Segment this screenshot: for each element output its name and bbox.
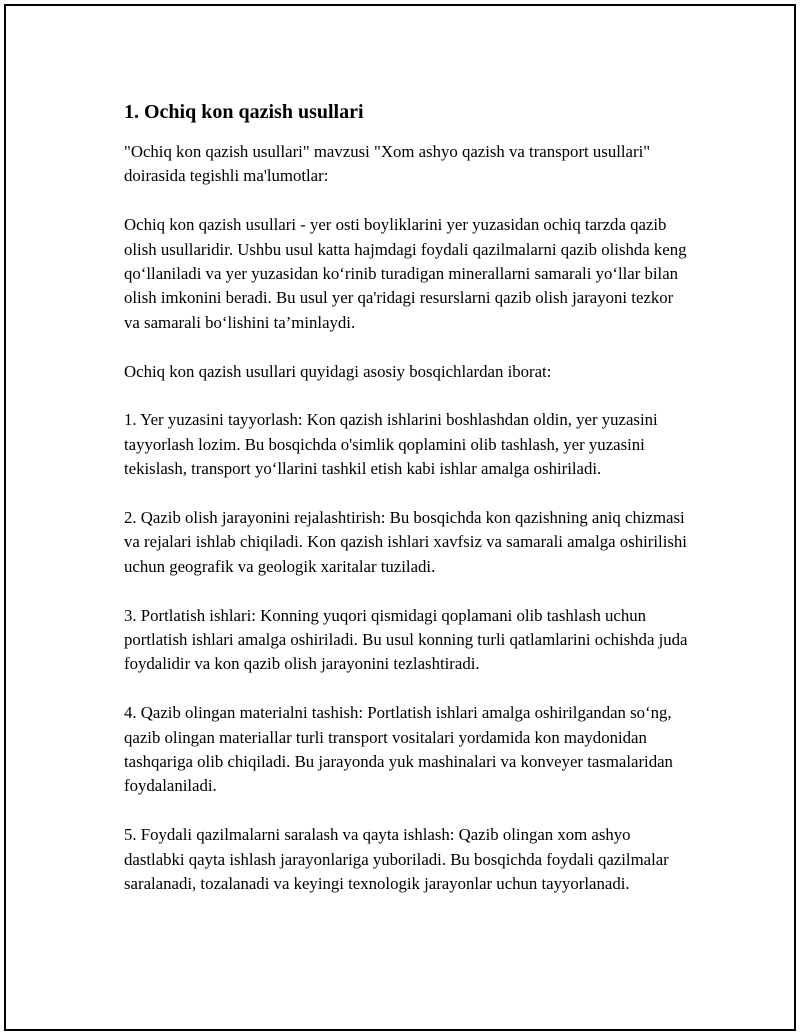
stage-1-paragraph: 1. Yer yuzasini tayyorlash: Kon qazish ishlarini boshlashdan oldin, yer yuzasini tayyorlash lozim. Bu bosqichda o'simlik qoplamini olib tashlash, yer yuzasini tekislash, transport yo‘llarini tashkil etish kabi ishlar amalga oshiriladi.: [124, 410, 658, 479]
intro-paragraph: "Ochiq kon qazish usullari" mavzusi "Xom ashyo qazish va transport usullari" doirasida tegishli ma'lumotlar:: [124, 142, 651, 186]
definition-paragraph: Ochiq kon qazish usullari - yer osti boyliklarini yer yuzasidan ochiq tarzda qazib olish usullaridir. Ushbu usul katta hajmdagi foydali qazilmalarni qazib olishda keng qo‘llaniladi va yer yuzasidan ko‘rinib turadigan minerallarni samarali yo‘llar bilan olish imkonini beradi. Bu usul yer qa'ridagi resurslarni qazib olish jarayoni tezkor va samarali bo‘lishini ta’minlaydi.: [124, 215, 687, 332]
document-body: [119, 98, 689, 921]
stage-4-paragraph: 4. Qazib olingan materialni tashish: Portlatish ishlari amalga oshirilgandan so‘ng, qazib olingan materiallar turli transport vositalari yordamida kon maydonidan tashqariga olib chiqiladi. Bu jarayonda yuk mashinalari va konveyer tasmalaridan foydalaniladi.: [124, 703, 673, 796]
document-page: [4, 4, 796, 1031]
document-title: 1. Ochiq kon qazish usullari: [124, 101, 364, 123]
stage-3-paragraph: 3. Portlatish ishlari: Konning yuqori qismidagi qoplamani olib tashlash uchun portlatish ishlari amalga oshiriladi. Bu usul konning turli qatlamlarini ochishda juda foydalidir va kon qazib olish jarayonini tezlashtiradi.: [124, 605, 688, 674]
stage-2-paragraph: 2. Qazib olish jarayonini rejalashtirish: Bu bosqichda kon qazishning aniq chizmasi va rejalari ishlab chiqiladi. Kon qazish ishlari xavfsiz va samarali amalga oshirilishi uchun geografik va geologik xaritalar tuziladi.: [124, 508, 687, 576]
stage-5-paragraph: 5. Foydali qazilmalarni saralash va qayta ishlash: Qazib olingan xom ashyo dastlabki qayta ishlash jarayonlariga yuboriladi. Bu bosqichda foydali qazilmalar saralanadi, tozalanadi va keyingi texnologik jarayonlar uchun tayyorlanadi.: [124, 825, 669, 894]
stages-intro-paragraph: Ochiq kon qazish usullari quyidagi asosiy bosqichlardan iborat:: [124, 361, 552, 381]
